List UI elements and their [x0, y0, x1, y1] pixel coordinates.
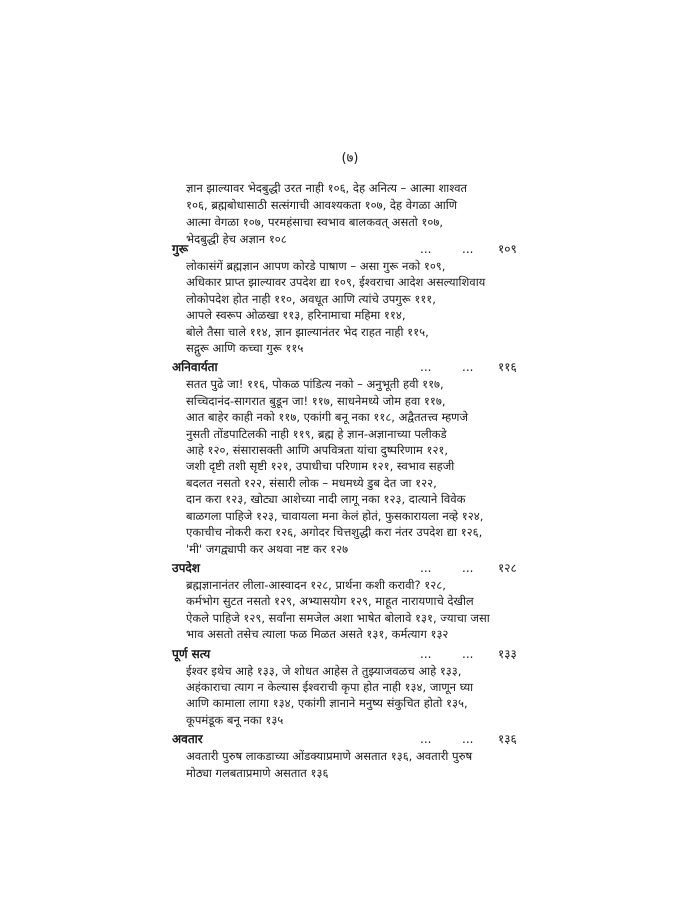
body-line: अहंकाराचा त्याग न केल्यास ईश्वराची कृपा होत नाही १३४, जाणून घ्या: [186, 679, 474, 694]
section-heading: [172, 241, 520, 258]
leader-dots: ...: [420, 242, 432, 256]
body-line: आणि कामाला लागा १३४, एकांगी ज्ञानाने मनुष्य संकुचित होतो १३५,: [186, 696, 468, 711]
section-title: उपदेश: [172, 560, 200, 575]
leader-dots: ...: [462, 646, 474, 661]
section-upadesh: [172, 560, 520, 643]
section-heading: [172, 560, 520, 577]
leader-dots: ...: [420, 646, 432, 661]
body-line: अधिकार प्राप्त झाल्यावर उपदेश द्या १०९, ईश्वराचा आदेश असल्याशिवाय: [186, 275, 486, 290]
body-line: बदलत नसतो १२२, संसारी लोक – मधमध्ये डुब देत जा १२२,: [186, 475, 437, 490]
body-line: आपले स्वरूप ओळखा ११३, हरिनामाचा महिमा ११४,: [186, 308, 406, 323]
section-guru: [172, 241, 520, 356]
section-body: [186, 748, 520, 781]
section-heading: [172, 646, 520, 663]
body-line: अवतारी पुरुष लाकडाच्या ओंडक्याप्रमाणे असतात १३६, अवतारी पुरुष: [186, 749, 473, 764]
leader-dots: ...: [462, 560, 474, 575]
body-line: आत बाहेर काही नको ११७, एकांगी बनू नका ११८, अद्वैततत्त्व म्हणजे: [186, 410, 469, 425]
body-line: ईश्वर इथेच आहे १३३, जे शोधत आहेस ते तुझ्याजवळच आहे १३३,: [186, 663, 462, 678]
page-number: (७): [341, 151, 359, 166]
section-page-number: १०९: [498, 242, 517, 256]
leader-dots: ...: [462, 360, 474, 375]
body-line: ब्रह्मज्ञानानंतर लीला-आस्वादन १२८, प्रार्थना कशी करावी? १२८,: [186, 577, 446, 592]
section-page-number: ११६: [498, 360, 517, 375]
section-page-number: १३६: [498, 732, 517, 747]
section-avatar: [172, 731, 520, 781]
section-title: गुरू: [172, 242, 189, 256]
intro-line: ज्ञान झाल्यावर भेदबुद्धी उरत नाही १०६, देह अनित्य – आत्मा शाश्वत: [186, 181, 468, 195]
body-line: सतत पुढे जा! ११६, पोकळ पांडित्य नको – अनुभूती हवी ११७,: [186, 377, 444, 392]
body-line: मोठ्या गलबताप्रमाणे असतात १३६: [186, 765, 329, 780]
body-line: दान करा १२३, खोट्या आशेच्या नादी लागू नका १२३, दात्याने विवेक: [186, 492, 466, 507]
body-line: सद्गुरू आणि कच्चा गुरू ११५: [186, 341, 304, 356]
leader-dots: ...: [462, 242, 474, 256]
body-line: एकाचीच नोकरी करा १२६, अगोदर चित्तशुद्धी करा नंतर उपदेश द्या १२६,: [186, 525, 483, 540]
intro-line: भेदबुद्धी हेच अज्ञान १०८: [186, 232, 287, 246]
section-body: [186, 258, 520, 356]
leader-dots: ...: [420, 360, 432, 375]
body-line: सच्चिदानंद-सागरात बुडून जा! ११७, साधनेमध्ये जोम हवा ११७,: [186, 393, 446, 408]
section-heading: [172, 359, 520, 376]
body-line: बोले तैसा चाले ११४, ज्ञान झाल्यानंतर भेद राहत नाही ११५,: [186, 324, 429, 339]
section-body: [186, 663, 520, 729]
intro-paragraph: [186, 180, 486, 248]
section-body: [186, 376, 520, 556]
body-line: 'मी' जगद्व्यापी कर अथवा नष्ट कर १२७: [186, 541, 349, 556]
section-anivaryata: [172, 359, 520, 556]
toc-sections: [172, 241, 520, 781]
section-page-number: १२८: [498, 560, 517, 575]
section-body: [186, 577, 520, 643]
body-line: लोकोपदेश होत नाही ११०, अवधूत आणि त्यांचे उपगुरू १११,: [186, 291, 436, 306]
section-title: अनिवार्यता: [172, 360, 218, 375]
body-line: बाळगला पाहिजे १२३, चावायला मना केलं होतं, फुसकारायला नव्हे १२४,: [186, 508, 484, 523]
body-line: लोकासंगें ब्रह्मज्ञान आपण कोरडे पाषाण – असा गुरू नको १०९,: [186, 259, 446, 273]
intro-line: आत्मा वेगळा १०७, परमहंसाचा स्वभाव बालकवत् असतो १०७,: [186, 215, 443, 229]
intro-line: १०६, ब्रह्मबोधासाठी सत्संगाची आवश्यकता १०७, देह वेगळा आणि: [186, 198, 458, 212]
section-title: पूर्ण सत्य: [172, 646, 211, 661]
section-heading: [172, 731, 520, 748]
body-line: भाव असतो तसेच त्याला फळ मिळत असते १३१, कर्मत्याग १३२: [186, 627, 449, 642]
section-title: अवतार: [172, 732, 203, 747]
body-line: ऐकले पाहिजे १२९, सर्वांना समजेल अशा भाषेत बोलावे १३१, ज्याचा जसा: [186, 610, 490, 625]
body-line: नुसती तोंडपाटिलकी नाही ११९, ब्रह्म हे ज्ञान-अज्ञानाच्या पलीकडे: [186, 426, 447, 441]
section-purna-satya: [172, 646, 520, 729]
section-page-number: १३३: [498, 646, 517, 661]
body-line: जशी दृष्टी तशी सृष्टी १२१, उपाधीचा परिणाम १२१, स्वभाव सहजी: [186, 459, 455, 474]
body-line: कर्मभोग सुटत नसतो १२९, अभ्यासयोग १२९, माहूत नारायणाचे देखील: [186, 594, 474, 609]
leader-dots: ...: [462, 732, 474, 747]
leader-dots: ...: [420, 560, 432, 575]
body-line: आहे १२०, संसारासक्ती आणि अपवित्रता यांचा दुष्परिणाम १२१,: [186, 443, 449, 458]
body-line: कूपमंडूक बनू नका १३५: [186, 712, 284, 727]
leader-dots: ...: [420, 732, 432, 747]
